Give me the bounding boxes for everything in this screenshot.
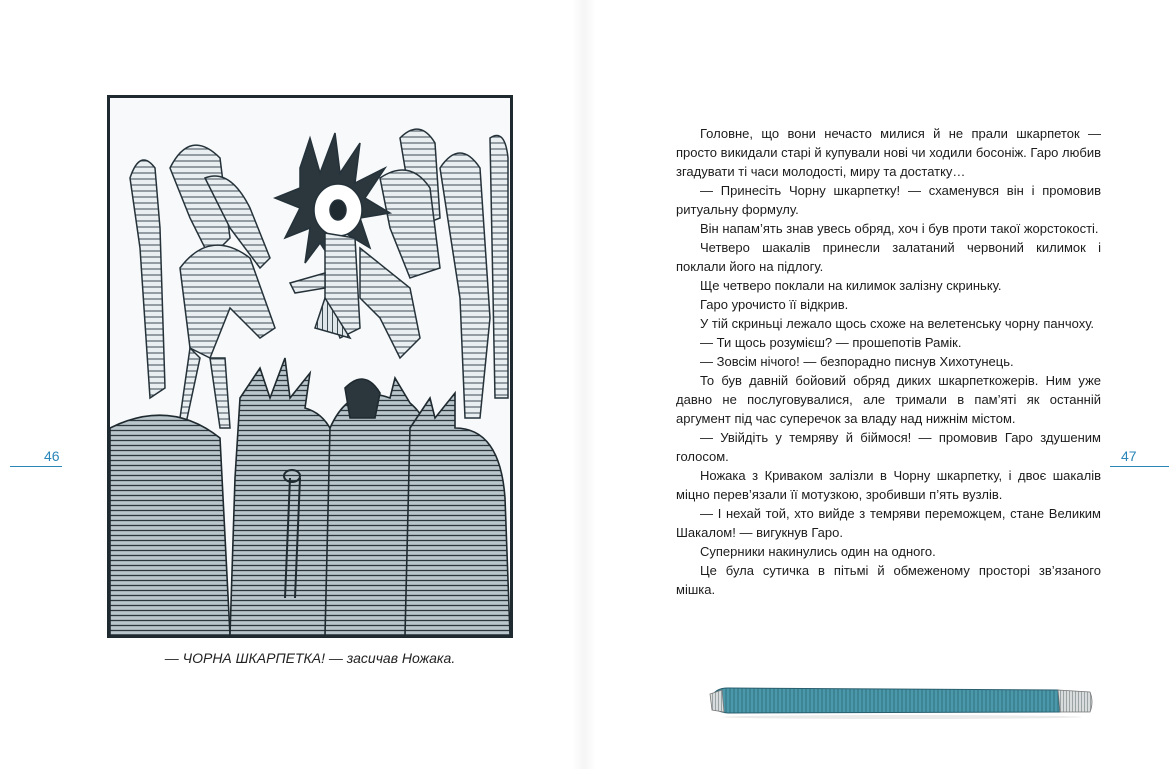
paragraph: Це була сутичка в пітьмі й обмеженому просторі зв’язаного мішка.	[676, 563, 1101, 597]
paragraph: — Принесіть Чорну шкарпетку! — схаменувся він і промовив ритуальну формулу.	[676, 183, 1101, 217]
paragraph: — Ти щось розумієш? — прошепотів Рамік.	[700, 335, 962, 350]
gutter-shadow	[572, 0, 596, 769]
paragraph: Головне, що вони нечасто милися й не прали шкарпеток — просто викидали старі й купували нові чи ходили босоніж. Гаро любив згадувати ті часи молодості, миру та достатку…	[676, 126, 1101, 179]
illustration-caption: — ЧОРНА ШКАРПЕТКА! — засичав Ножака.	[164, 650, 456, 666]
paragraph: — І нехай той, хто вийде з темряви переможцем, стане Великим Шакалом! — вигукнув Гаро.	[676, 506, 1101, 540]
paragraph: Він напам’ять знав увесь обряд, хоч і був проти такої жорстокості.	[700, 221, 1099, 236]
body-text	[676, 124, 1101, 599]
paragraph: Четверо шакалів принесли залатаний червоний килимок і поклали його на підлогу.	[676, 240, 1101, 274]
paragraph: Гаро урочисто її відкрив.	[700, 297, 849, 312]
page-number-left: 46	[44, 448, 60, 464]
page-number-rule-right	[1110, 466, 1169, 467]
page-number-rule-left	[10, 466, 62, 467]
paragraph: То був давній бойовий обряд диких шкарпеткожерів. Ним уже давно не послуговувалися, але тримали в пам’яті як останній аргумент під час суперечок за владу над нижнім містом.	[676, 373, 1101, 426]
page-number-right: 47	[1121, 448, 1137, 464]
paragraph: Ще четверо поклали на килимок залізну скриньку.	[700, 278, 1002, 293]
paragraph: — Зовсім нічого! — безпорадно писнув Хихотунець.	[700, 354, 1014, 369]
illustration-jackals	[107, 95, 513, 638]
black-sock-illustration	[708, 680, 1096, 720]
paragraph: Ножака з Криваком залізли в Чорну шкарпетку, і двоє шакалів міцно перев’язали її мотузкою, зробивши п’ять вузлів.	[676, 468, 1101, 502]
paragraph: У тій скриньці лежало щось схоже на велетенську чорну панчоху.	[700, 316, 1095, 331]
paragraph: — Увійдіть у темряву й біймося! — промовив Гаро здушеним голосом.	[676, 430, 1101, 464]
paragraph: Суперники накинулись один на одного.	[700, 544, 936, 559]
